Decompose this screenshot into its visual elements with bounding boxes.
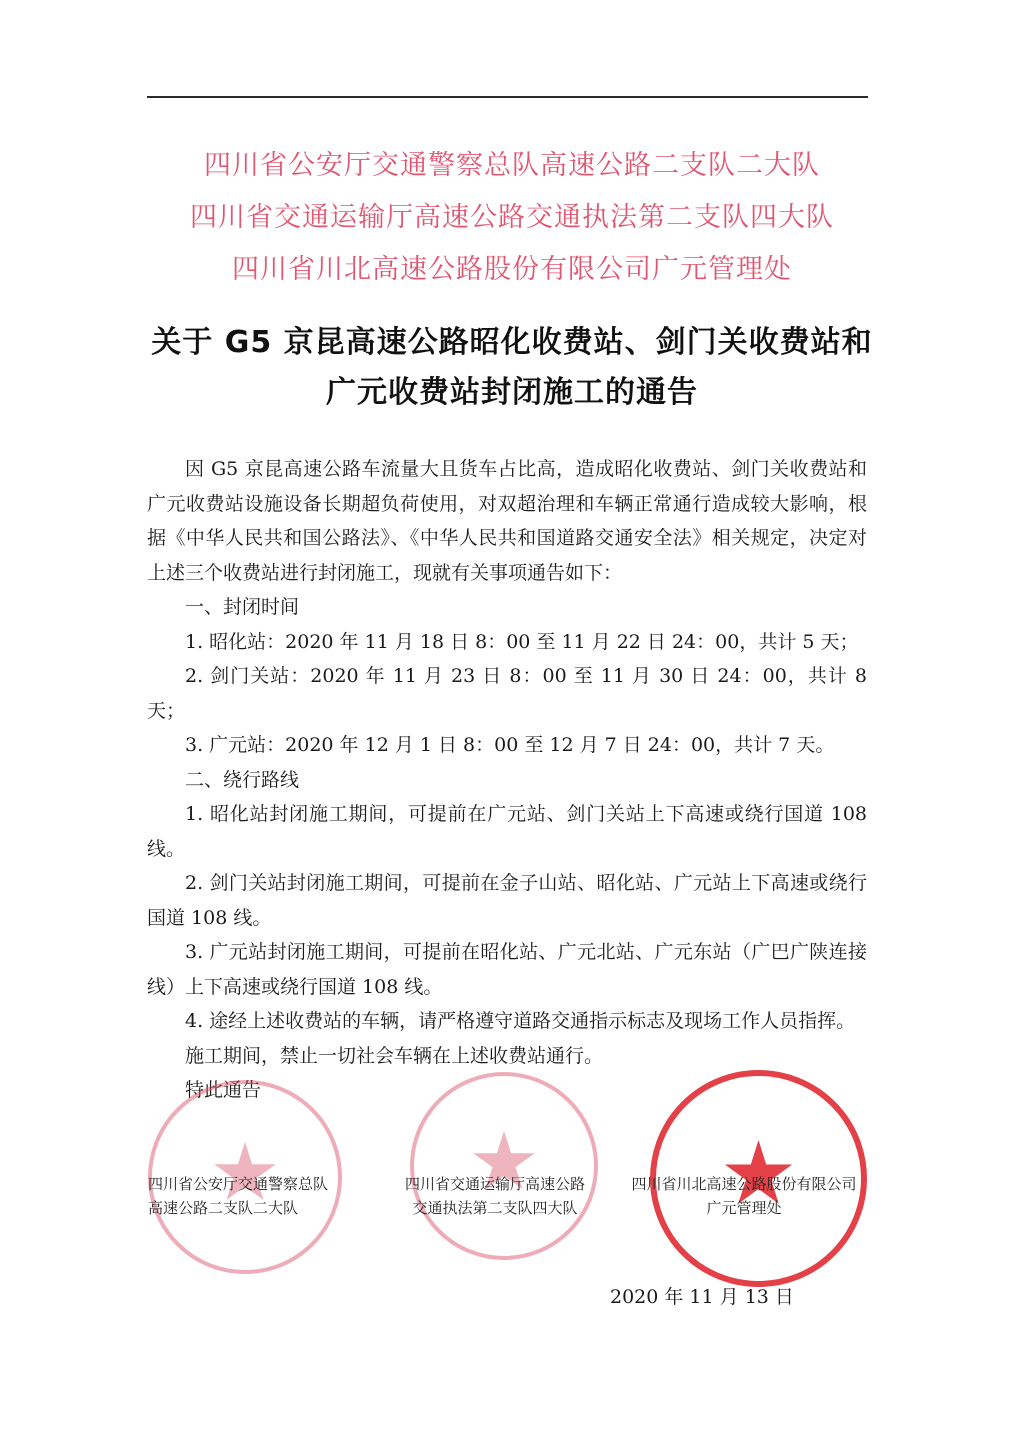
detour-item: 4. 途经上述收费站的车辆，请严格遵守道路交通指示标志及现场工作人员指挥。: [185, 1010, 856, 1032]
closing-phrase: 特此通告: [185, 1079, 262, 1101]
notice-body: [147, 452, 867, 1108]
signature-enforcement: [400, 1172, 590, 1220]
title-line-1: 关于 G5 京昆高速公路昭化收费站、剑门关收费站和: [151, 325, 873, 360]
enforcement-seal: [410, 1072, 598, 1260]
detour-item: 2. 剑门关站封闭施工期间，可提前在金子山站、昭化站、广元站上下高速或绕行国道 108 线。: [147, 872, 867, 929]
detour-item: 1. 昭化站封闭施工期间，可提前在广元站、剑门关站上下高速或绕行国道 108 线。: [147, 803, 867, 860]
issuer-block: [0, 140, 1024, 296]
detour-item: 3. 广元站封闭施工期间，可提前在昭化站、广元北站、广元东站（广巴广陕连接线）上下高速或绕行国道 108 线。: [147, 941, 867, 998]
intro-paragraph: 因 G5 京昆高速公路车流量大且货车占比高，造成昭化收费站、剑门关收费站和广元收费站设施设备长期超负荷使用，对双超治理和车辆正常通行造成较大影响，根据《中华人民共和国公路法》、《中华人民共和国道路交通安全法》相关规定，决定对上述三个收费站进行封闭施工，现就有关事项通告如下：: [147, 458, 867, 584]
signature-line: 四川省交通运输厅高速公路: [404, 1175, 585, 1193]
closure-item: 3. 广元站：2020 年 12 月 1 日 8：00 至 12 月 7 日 24：00，共计 7 天。: [185, 734, 835, 756]
signature-line: 交通执法第二支队四大队: [412, 1199, 578, 1217]
signature-line: 四川省川北高速公路股份有限公司: [631, 1175, 857, 1193]
signature-line: 四川省公安厅交通警察总队: [148, 1175, 329, 1193]
signature-line: 广元管理处: [706, 1199, 782, 1217]
issuer-line: 四川省公安厅交通警察总队高速公路二支队二大队: [204, 150, 820, 181]
issuer-line: 四川省川北高速公路股份有限公司广元管理处: [232, 254, 792, 285]
header-rule: [147, 96, 868, 98]
signature-police: [148, 1172, 328, 1220]
issuer-line: 四川省交通运输厅高速公路交通执法第二支队四大队: [190, 202, 834, 233]
notice-title: [0, 318, 1024, 418]
signature-company: [624, 1172, 864, 1220]
closure-item: 1. 昭化站：2020 年 11 月 18 日 8：00 至 11 月 22 日 24：00，共计 5 天；: [185, 630, 859, 653]
section-heading-detour: 二、绕行路线: [185, 768, 300, 791]
signature-line: 高速公路二支队二大队: [148, 1199, 299, 1217]
prohibition-paragraph: 施工期间，禁止一切社会车辆在上述收费站通行。: [185, 1044, 604, 1067]
section-heading-closure-time: 一、封闭时间: [185, 596, 300, 618]
title-line-2: 广元收费站封闭施工的通告: [326, 375, 698, 410]
closure-item: 2. 剑门关站：2020 年 11 月 23 日 8：00 至 11 月 30 日 24：00，共计 8 天；: [147, 665, 867, 722]
issue-date: 2020 年 11 月 13 日: [610, 1286, 794, 1308]
